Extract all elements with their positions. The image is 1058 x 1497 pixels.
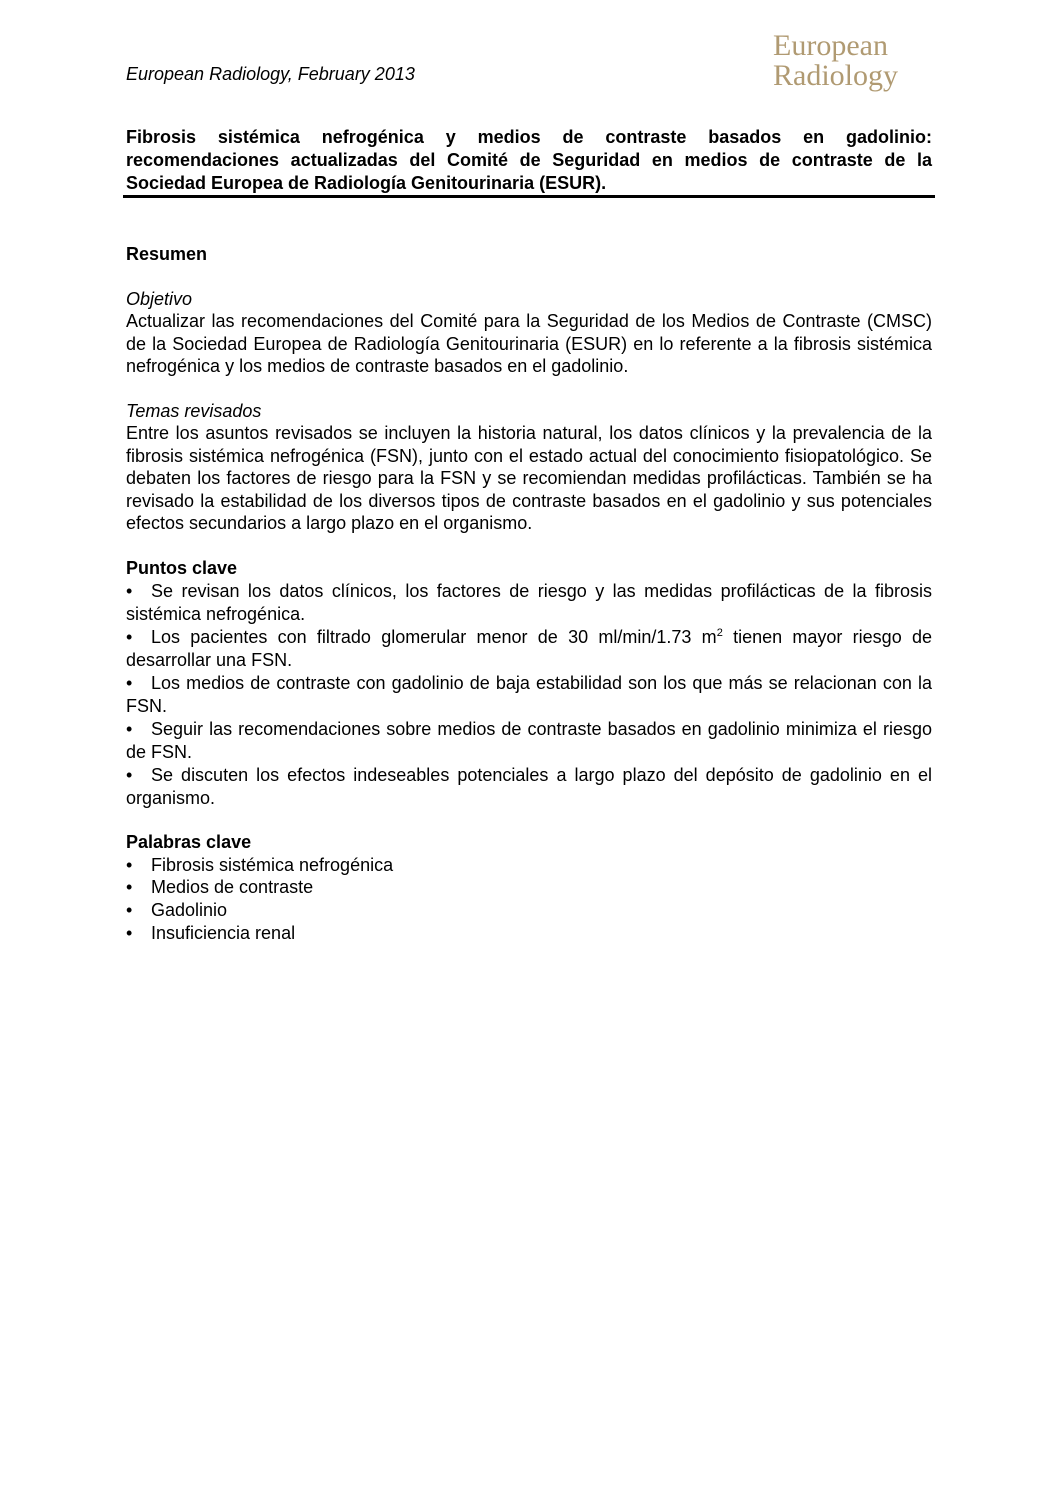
keyword-item [126,854,932,877]
key-point-item [126,717,932,763]
keyword-text: Medios de contraste [151,877,314,898]
topics-heading: Temas revisados [126,400,262,421]
key-points-heading: Puntos clave [126,557,238,578]
logo-line-2: Radiology [773,59,898,92]
keyword-text: Gadolinio [151,899,228,920]
keyword-item [126,899,932,922]
logo-line-1: European [773,29,888,62]
key-point-text: Se revisan los datos clínicos, los factores de riesgo y las medidas profilácticas de la fibrosis sistémica nefrogénica. [126,581,932,624]
keyword-text: Insuficiencia renal [151,922,296,943]
bullet-icon: • [126,877,133,898]
keyword-text: Fibrosis sistémica nefrogénica [151,854,394,875]
bullet-icon: • [126,719,133,739]
bullet-icon: • [126,922,133,943]
summary-heading: Resumen [126,244,208,264]
bullet-icon: • [126,899,133,920]
keywords-list [126,854,932,945]
article-title: Fibrosis sistémica nefrogénica y medios de contraste basados en gadolinio: recomendaciones actualizadas del Comité de Seguridad en medios de contraste de la Sociedad Europea de Radiología Genitourinaria (ESUR). [126,127,932,193]
keyword-item [126,876,932,899]
bullet-icon: • [126,581,133,601]
key-point-text: tienen mayor riesgo de desarrollar una FSN. [126,627,932,670]
journal-logo [773,31,898,91]
key-point-text: Los pacientes con filtrado glomerular menor de 30 ml/min/1.73 m [151,627,717,647]
key-point-text: Se discuten los efectos indeseables potenciales a largo plazo del depósito de gadolinio en el organismo. [126,765,932,808]
title-divider [123,195,935,198]
bullet-icon: • [126,765,133,785]
key-point-text: Los medios de contraste con gadolinio de baja estabilidad son los que más se relacionan con la FSN. [126,673,932,716]
superscript: 2 [716,627,723,639]
key-point-item [126,579,932,625]
keywords-heading: Palabras clave [126,832,252,852]
keyword-item [126,922,932,945]
key-point-item [126,625,932,671]
objective-text: Actualizar las recomendaciones del Comité para la Seguridad de los Medios de Contraste (CMSC) de la Sociedad Europea de Radiología Genitourinaria (ESUR) en lo referente a la fibrosis sistémica nefrogénica y los medios de contraste basados en el gadolinio. [126,311,932,376]
key-point-item [126,671,932,717]
objective-heading: Objetivo [126,288,193,309]
bullet-icon: • [126,854,133,875]
bullet-icon: • [126,673,133,693]
bullet-icon: • [126,627,133,647]
key-point-item [126,763,932,809]
key-point-text: Seguir las recomendaciones sobre medios de contraste basados en gadolinio minimiza el riesgo de FSN. [126,719,932,762]
journal-date: European Radiology, February 2013 [126,64,415,84]
topics-text: Entre los asuntos revisados se incluyen la historia natural, los datos clínicos y la prevalencia de la fibrosis sistémica nefrogénica (FSN), junto con el estado actual del conocimiento fisiopatológico. Se debaten los factores de riesgo para la FSN y se recomiendan medidas profilácticas. También se ha revisado la estabilidad de los diversos tipos de contraste basados en el gadolinio y sus potenciales efectos secundarios a largo plazo en el organismo. [126,423,932,533]
article-body [126,243,932,944]
